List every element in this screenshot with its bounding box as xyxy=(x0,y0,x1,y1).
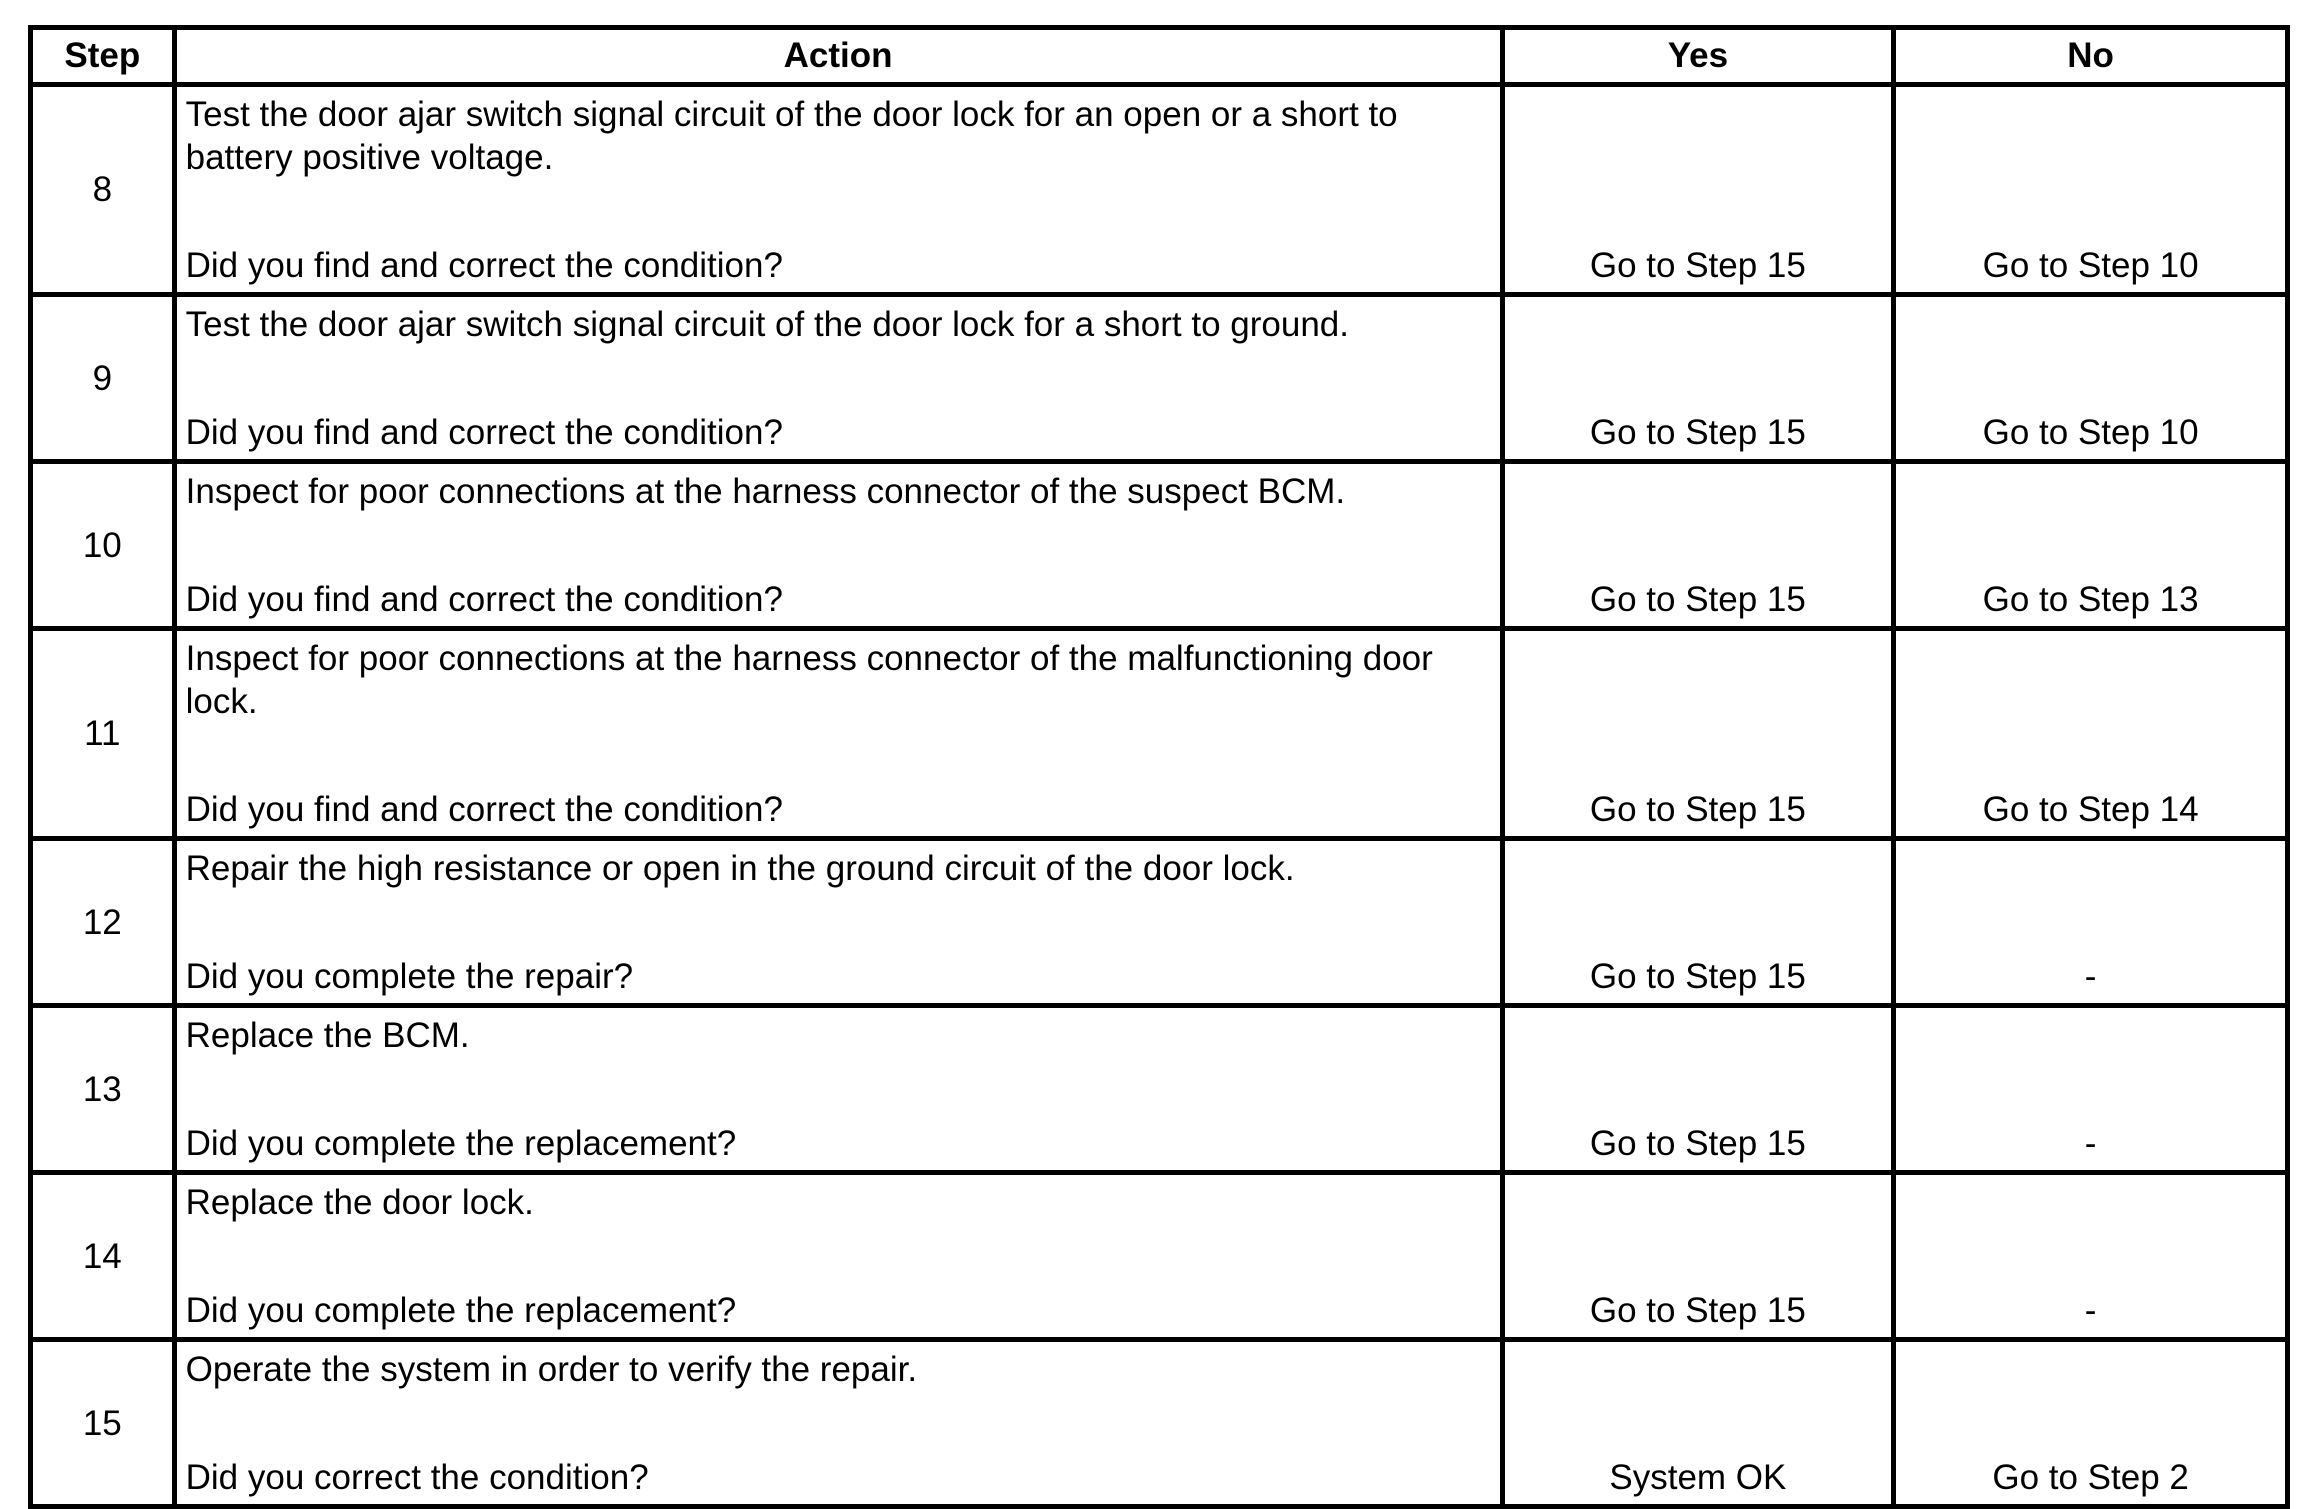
step-number: 8 xyxy=(31,85,175,295)
step-number: 11 xyxy=(31,629,175,839)
yes-result: Go to Step 15 xyxy=(1502,295,1894,462)
yes-result: System OK xyxy=(1502,1340,1894,1507)
no-result: Go to Step 2 xyxy=(1894,1340,2288,1507)
action-cell xyxy=(174,85,1502,295)
no-result: Go to Step 14 xyxy=(1894,629,2288,839)
action-text: Operate the system in order to verify the repair. xyxy=(185,1350,918,1389)
action-cell xyxy=(174,462,1502,629)
step-number: 9 xyxy=(31,295,175,462)
step-number: 14 xyxy=(31,1173,175,1340)
table-row xyxy=(31,629,2288,839)
step-number: 13 xyxy=(31,1006,175,1173)
action-text: Repair the high resistance or open in the ground circuit of the door lock. xyxy=(185,849,1295,888)
yes-result: Go to Step 15 xyxy=(1502,629,1894,839)
action-text: Inspect for poor connections at the harness connector of the suspect BCM. xyxy=(185,472,1346,511)
table-row xyxy=(31,295,2288,462)
action-text: Inspect for poor connections at the harness connector of the malfunctioning door lock. xyxy=(185,639,1433,721)
header-step: Step xyxy=(31,28,175,85)
header-no: No xyxy=(1894,28,2288,85)
table-row xyxy=(31,1006,2288,1173)
table-row xyxy=(31,1340,2288,1507)
action-text: Test the door ajar switch signal circuit of the door lock for a short to ground. xyxy=(185,305,1349,344)
diagnostic-table xyxy=(28,25,2290,1509)
question-text: Did you find and correct the condition? xyxy=(185,246,783,285)
action-cell xyxy=(174,1173,1502,1340)
yes-result: Go to Step 15 xyxy=(1502,1006,1894,1173)
no-result: - xyxy=(1894,1173,2288,1340)
yes-result: Go to Step 15 xyxy=(1502,839,1894,1006)
action-cell xyxy=(174,295,1502,462)
action-text: Test the door ajar switch signal circuit of the door lock for an open or a short to battery positive voltage. xyxy=(185,95,1398,177)
table-row xyxy=(31,1173,2288,1340)
yes-result: Go to Step 15 xyxy=(1502,462,1894,629)
action-cell xyxy=(174,1340,1502,1507)
action-cell xyxy=(174,1006,1502,1173)
step-number: 10 xyxy=(31,462,175,629)
header-yes: Yes xyxy=(1502,28,1894,85)
no-result: Go to Step 10 xyxy=(1894,295,2288,462)
no-result: Go to Step 10 xyxy=(1894,85,2288,295)
question-text: Did you find and correct the condition? xyxy=(185,413,783,452)
no-result: - xyxy=(1894,839,2288,1006)
step-number: 12 xyxy=(31,839,175,1006)
no-result: - xyxy=(1894,1006,2288,1173)
question-text: Did you complete the replacement? xyxy=(185,1291,737,1330)
table-row xyxy=(31,85,2288,295)
table-row xyxy=(31,839,2288,1006)
action-text: Replace the door lock. xyxy=(185,1183,534,1222)
question-text: Did you complete the repair? xyxy=(185,957,634,996)
header-row xyxy=(31,28,2288,85)
action-text: Replace the BCM. xyxy=(185,1016,470,1055)
header-action: Action xyxy=(174,28,1502,85)
question-text: Did you complete the replacement? xyxy=(185,1124,737,1163)
question-text: Did you find and correct the condition? xyxy=(185,790,783,829)
question-text: Did you correct the condition? xyxy=(185,1458,649,1497)
action-cell xyxy=(174,629,1502,839)
yes-result: Go to Step 15 xyxy=(1502,85,1894,295)
yes-result: Go to Step 15 xyxy=(1502,1173,1894,1340)
table-row xyxy=(31,462,2288,629)
action-cell xyxy=(174,839,1502,1006)
step-number: 15 xyxy=(31,1340,175,1507)
question-text: Did you find and correct the condition? xyxy=(185,580,783,619)
no-result: Go to Step 13 xyxy=(1894,462,2288,629)
